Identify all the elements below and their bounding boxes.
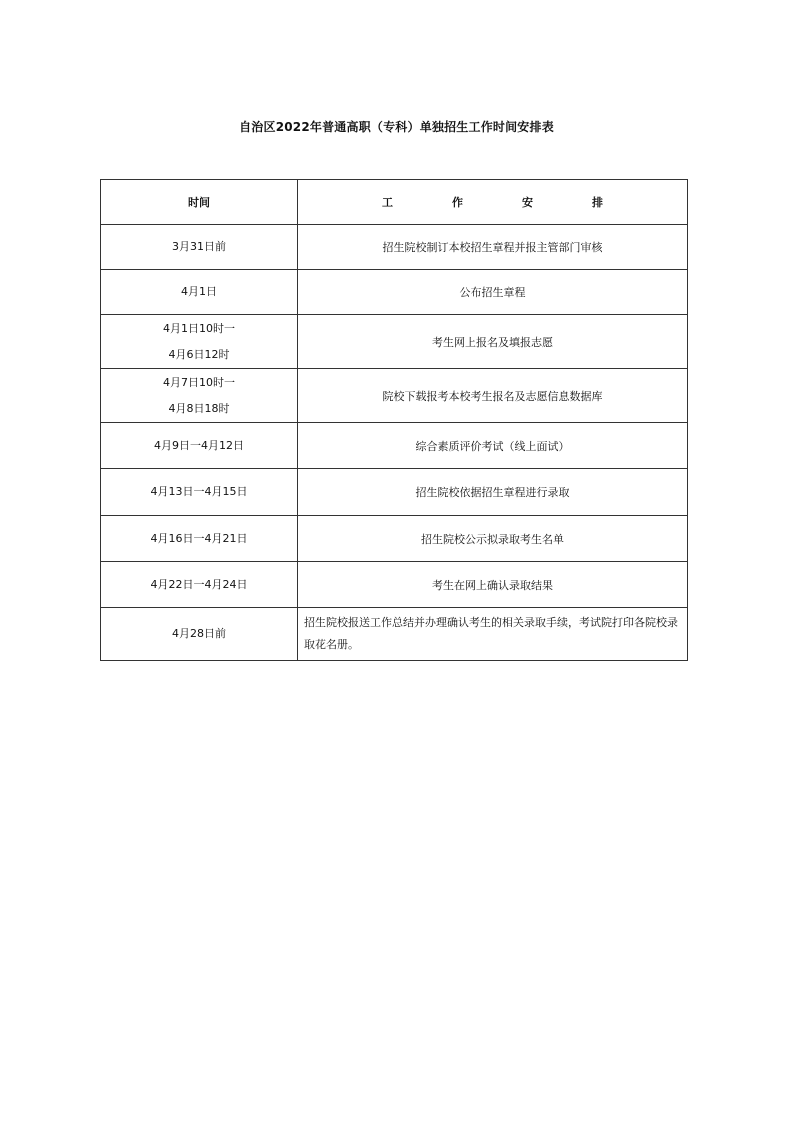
table-row	[101, 516, 688, 562]
time-cell	[101, 516, 298, 562]
time-text: 4月6日12时	[168, 347, 230, 361]
task-cell: 考生在网上确认录取结果	[298, 562, 688, 608]
time-text: 4月22日一4月24日	[150, 577, 248, 591]
document-title: 自治区2022年普通高职（专科）单独招生工作时间安排表	[239, 120, 554, 134]
time-cell	[101, 315, 298, 369]
task-cell: 招生院校制订本校招生章程并报主管部门审核	[298, 225, 688, 270]
task-cell: 招生院校依据招生章程进行录取	[298, 469, 688, 516]
table-row	[101, 315, 688, 369]
table-header-row	[101, 180, 688, 225]
header-task: 工 作 安 排	[298, 180, 688, 225]
task-cell: 综合素质评价考试（线上面试）	[298, 423, 688, 469]
time-cell	[101, 562, 298, 608]
task-cell: 招生院校公示拟录取考生名单	[298, 516, 688, 562]
table-row	[101, 369, 688, 423]
time-text: 4月9日一4月12日	[154, 438, 244, 452]
table-row	[101, 225, 688, 270]
time-text: 4月1日	[181, 285, 217, 298]
time-cell	[101, 225, 298, 270]
time-text: 4月7日10时一	[163, 375, 235, 389]
time-text: 4月13日一4月15日	[150, 485, 248, 498]
time-text: 4月16日一4月21日	[150, 531, 248, 545]
table-row	[101, 562, 688, 608]
time-cell	[101, 469, 298, 516]
table-row	[101, 270, 688, 315]
task-cell: 公布招生章程	[298, 270, 688, 315]
time-text: 4月28日前	[172, 627, 226, 640]
time-cell	[101, 270, 298, 315]
task-cell: 招生院校报送工作总结并办理确认考生的相关录取手续，考试院打印各院校录取花名册。	[298, 608, 688, 661]
time-cell	[101, 423, 298, 469]
time-cell	[101, 369, 298, 423]
time-text: 4月8日18时	[168, 401, 230, 415]
time-text: 4月1日10时一	[163, 321, 235, 335]
schedule-table	[100, 179, 688, 661]
time-text: 3月31日前	[172, 240, 226, 253]
table-row	[101, 608, 688, 661]
header-time: 时间	[101, 180, 298, 225]
table-row	[101, 469, 688, 516]
task-cell: 院校下载报考本校考生报名及志愿信息数据库	[298, 369, 688, 423]
time-cell	[101, 608, 298, 661]
task-cell: 考生网上报名及填报志愿	[298, 315, 688, 369]
table-row	[101, 423, 688, 469]
